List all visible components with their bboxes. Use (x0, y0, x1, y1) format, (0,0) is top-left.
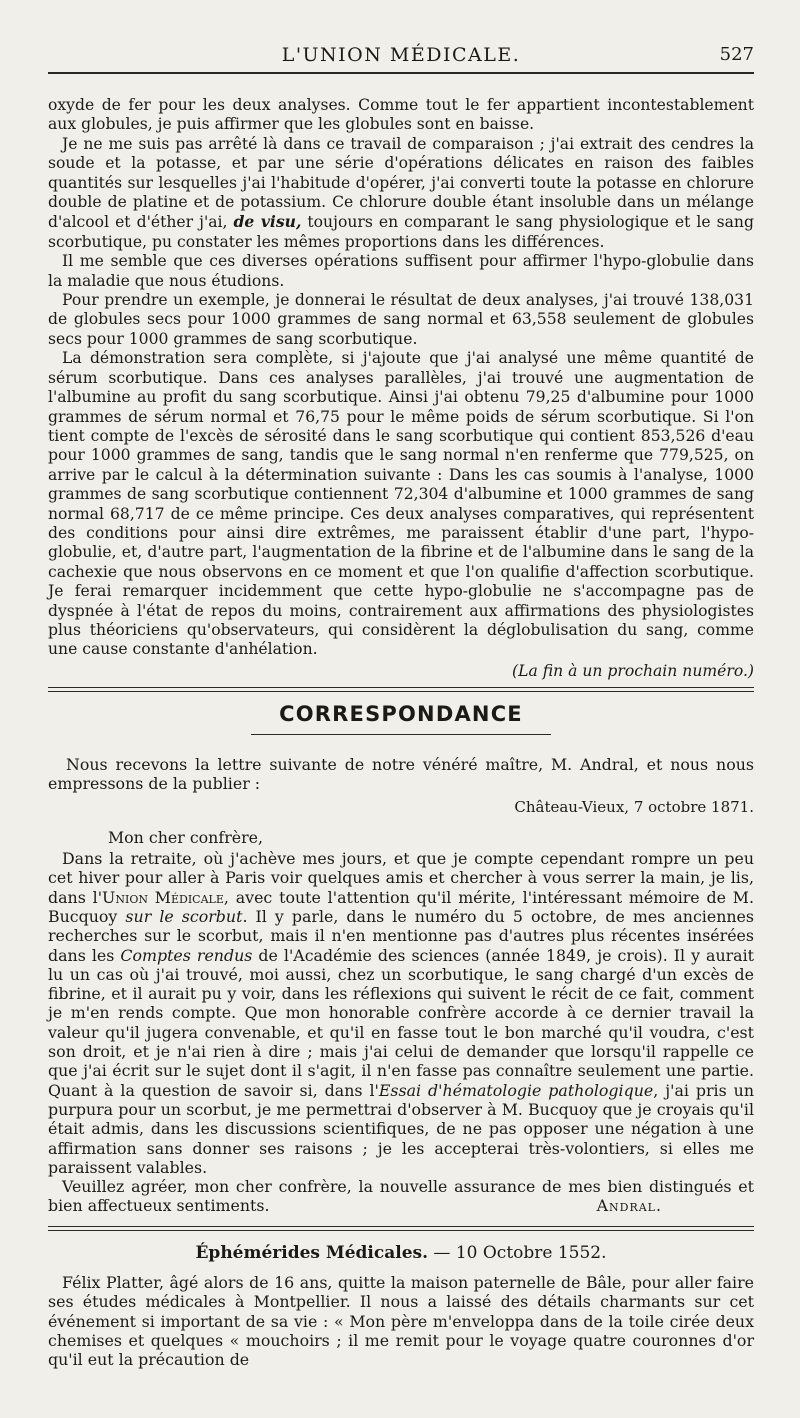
article-paragraph-5: La démonstration sera complète, si j'ajoute que j'ai analysé une même quantité de sérum scorbutique. Dans ces analyses parallèles, j'ai trouvé une augmentation de l'albumine au profit du sang scorbutique. Ainsi j'ai obtenu 79,25 d'albumine pour 1000 grammes de sérum normal et 76,75 pour le même poids de sérum scorbutique. Si l'on tient compte de l'excès de sérosité dans le sang scorbutique qui contient 853,526 d'eau pour 1000 grammes de sang, tandis que le sang normal n'en renferme que 779,525, on arrive par le calcul à la détermination suivante : Dans les cas soumis à l'analyse, 1000 grammes de sang scorbutique contiennent 72,304 d'albumine et 1000 grammes de sang normal 68,717 de ce même principe. Ces deux analyses comparatives, qui représentent des conditions pour ainsi dire extrêmes, me paraissent établir d'une part, l'hypo-globulie, et, d'autre part, l'augmentation de la fibrine et de l'albumine dans le sang de la cachexie que nous observons en ce moment et que l'on qualifie d'affection scorbutique. Je ferai remarquer incidemment que cette hypo-globulie ne s'accompagne pas de dyspnée à l'état de repos du moins, contrairement aux affirmations des physiologistes plus théoriciens qu'observateurs, qui considèrent la déglobulisation du sang, comme une cause constante d'anhélation. (48, 349, 754, 659)
journal-name: Union Médicale (102, 887, 224, 907)
letter-body-a: Dans la retraite, où j'achève mes jours, et que je compte cependant rompre un peu cet hiver pour aller à Paris voir quelques amis et chercher à vous serrer la main, je lis, dans l' (48, 849, 754, 907)
article-continuation (48, 96, 754, 681)
letter-body-c: . Il y parle, dans le numéro du 5 octobre, de mes anciennes recherches sur le scorbut, mais il n'en mentionne pas d'autres plus récentes insérées dans les (48, 906, 754, 965)
letter-body-b: , avec toute l'attention qu'il mérite, l'intéressant mémoire de M. Bucquoy (48, 887, 754, 926)
page-number: 527 (719, 44, 754, 65)
article-paragraph-1: oxyde de fer pour les deux analyses. Comme tout le fer appartient incontestablement aux globules, je puis affirmer que les globules sont en baisse. (48, 96, 754, 134)
article-paragraph-2-text: Je ne me suis pas arrêté là dans ce travail de comparaison ; j'ai extrait des cendres la soude et la potasse, et par une série d'opérations délicates en raison des faibles quantités sur lesquelles j'ai l'habitude d'opérer, j'ai converti toute la potasse en chlorure double de platine et de potassium. Ce chlorure double étant insoluble dans un mélange d'alcool et d'éther j'ai, (48, 134, 754, 232)
de-visu: de visu, (233, 212, 302, 232)
essai-title: Essai d'hématologie pathologique (378, 1080, 654, 1100)
correspondance-underline (251, 734, 551, 735)
ephemerides-rule (48, 1226, 754, 1231)
correspondance-title: CORRESPONDANCE (279, 702, 523, 727)
section-rule (48, 687, 754, 692)
article-paragraph-2 (48, 135, 754, 252)
running-head (48, 0, 754, 72)
end-note: (La fin à un prochain numéro.) (512, 661, 754, 680)
letter-body-e: , j'ai pris un purpura pour un scorbut, je me permettrai d'observer à M. Bucquoy que je croyais qu'il était admis, dans les discussions scientifiques, de ne pas opposer une négation à une affirmation sans donner ses raisons ; je les accepterai très-volontiers, si elles me paraissent valables. (48, 1080, 755, 1177)
article-paragraph-2-tail: toujours en comparant le sang physiologique et le sang scorbutique, pu constater les mêmes proportions dans les différences. (48, 213, 754, 251)
article-paragraph-3: Il me semble que ces diverses opérations suffisent pour affirmer l'hypo-globulie dans la maladie que nous étudions. (48, 252, 754, 290)
letter-intro: Nous recevons la lettre suivante de notre vénéré maître, M. Andral, et nous nous empressons de la publier : (48, 755, 754, 794)
letter-salutation: Mon cher confrère, (108, 827, 264, 847)
comptes-rendus: Comptes rendus (120, 945, 253, 965)
ephemerides-heading (48, 1243, 754, 1263)
letter-closing (48, 1177, 754, 1216)
letter-body-d: de l'Académie des sciences (année 1849, je crois). Il y aurait lu un cas où j'ai trouvé, moi aussi, chez un scorbutique, le sang chargé d'un excès de fibrine, et il aurait pu y voir, dans les réflexions qui suivent le récit de ce fait, comment je m'en rends compte. Que mon honorable confrère accorde à ce dernier travail la valeur qu'il jugera convenable, et qu'il en fasse tout le bon marché qu'il voudra, c'est son droit, et je n'ai rien à dire ; mais j'ai celui de demander que lorsqu'il rappelle ce que j'ai écrit sur le sujet dont il s'agit, il n'en fasse pas connaître seulement une partie. Quant à la question de savoir si, dans l' (48, 945, 755, 1100)
ephemerides-title: Éphémérides Médicales. (195, 1242, 429, 1263)
article-paragraph-4: Pour prendre un exemple, je donnerai le résultat de deux analyses, j'ai trouvé 138,031 de globules secs pour 1000 grammes de sang normal et 63,558 seulement de globules secs pour 1000 grammes de sang scorbutique. (48, 291, 754, 348)
correspondance-heading (48, 702, 754, 726)
letter-closing-text: Veuillez agréer, mon cher confrère, la nouvelle assurance de mes bien distingués et bien affectueux sentiments. (48, 1177, 754, 1216)
ephemerides-text: Félix Platter, âgé alors de 16 ans, quitte la maison paternelle de Bâle, pour aller faire ses études médicales à Montpellier. Il nous a laissé des détails charmants sur cet événement si important de sa vie : « Mon père m'enveloppa dans de la toile cirée deux chemises et quelques « mouchoirs ; il me remit pour le voyage quatre couronnes d'or qu'il eut la précaution de (48, 1272, 754, 1370)
correspondance-letter (48, 755, 754, 1216)
ephemerides-date: — 10 Octobre 1552. (433, 1242, 607, 1263)
letter-body (48, 849, 754, 1177)
letter-signature: Andral. (596, 1196, 662, 1216)
running-title: L'UNION MÉDICALE. (281, 44, 521, 66)
ephemerides-section (48, 1273, 754, 1370)
letter-date: Château-Vieux, 7 octobre 1871. (514, 797, 754, 816)
memoir-topic: sur le scorbut (125, 906, 243, 926)
header-rule (48, 72, 754, 74)
